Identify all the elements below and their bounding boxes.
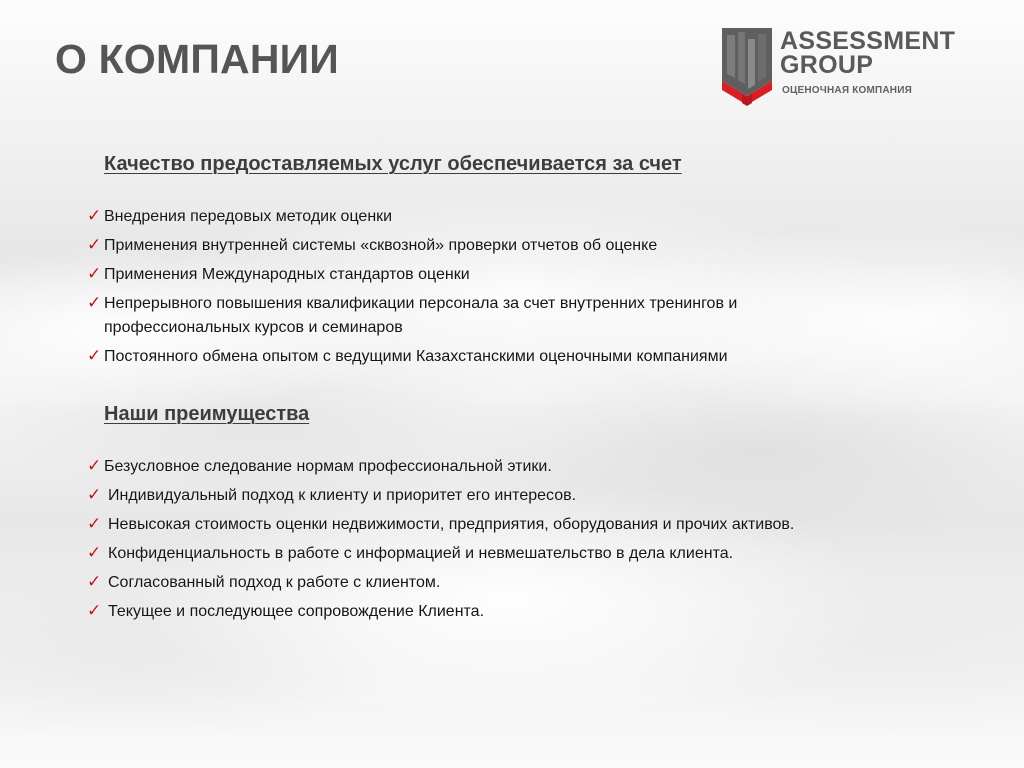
check-icon: ✓ (87, 514, 102, 533)
quality-list-item (87, 345, 867, 369)
check-icon: ✓ (87, 293, 102, 312)
advantage-item-text: Согласованный подход к работе с клиентом. (108, 574, 441, 591)
check-icon: ✓ (87, 206, 102, 225)
advantages-list-item (87, 513, 867, 537)
quality-item-text: Применения внутренней системы «сквозной» проверки отчетов об оценке (104, 237, 658, 254)
advantages-list (87, 455, 867, 629)
advantages-list-item (87, 600, 867, 624)
check-icon: ✓ (87, 264, 102, 283)
advantages-list-item (87, 571, 867, 595)
company-logo (722, 28, 1002, 110)
check-icon: ✓ (87, 456, 102, 475)
quality-list (87, 205, 867, 374)
check-icon: ✓ (87, 601, 102, 620)
building-chevron-logo-icon (722, 28, 772, 108)
logo-company-name (780, 29, 955, 77)
logo-name-line-1: ASSESSMENT (780, 27, 956, 55)
quality-list-item (87, 292, 867, 340)
page-title: О КОМПАНИИ (55, 36, 339, 82)
advantage-item-text: Индивидуальный подход к клиенту и приоритет его интересов. (108, 487, 577, 504)
advantages-section-heading: Наши преимущества (104, 403, 310, 425)
logo-name-line-2: GROUP (780, 51, 874, 79)
quality-list-item (87, 263, 867, 287)
logo-subtitle: ОЦЕНОЧНАЯ КОМПАНИЯ (782, 85, 913, 96)
advantage-item-text: Невысокая стоимость оценки недвижимости, предприятия, оборудования и прочих активов. (108, 516, 795, 533)
check-icon: ✓ (87, 346, 102, 365)
advantages-list-item (87, 455, 867, 479)
advantage-item-text: Текущее и последующее сопровождение Клиента. (108, 603, 485, 620)
check-icon: ✓ (87, 485, 102, 504)
advantage-item-text: Конфиденциальность в работе с информацией и невмешательство в дела клиента. (108, 545, 734, 562)
check-icon: ✓ (87, 235, 102, 254)
advantage-item-text: Безусловное следование нормам профессиональной этики. (104, 458, 552, 475)
check-icon: ✓ (87, 543, 102, 562)
quality-item-text: Применения Международных стандартов оценки (104, 266, 470, 283)
quality-item-text: Непрерывного повышения квалификации персонала за счет внутренних тренингов и профессиональных курсов и семинаров (104, 295, 738, 336)
advantages-list-item (87, 542, 867, 566)
quality-section-heading: Качество предоставляемых услуг обеспечивается за счет (104, 153, 682, 175)
quality-list-item (87, 205, 867, 229)
quality-item-text: Постоянного обмена опытом с ведущими Казахстанскими оценочными компаниями (104, 348, 728, 365)
advantages-list-item (87, 484, 867, 508)
check-icon: ✓ (87, 572, 102, 591)
quality-item-text: Внедрения передовых методик оценки (104, 208, 393, 225)
quality-list-item (87, 234, 867, 258)
